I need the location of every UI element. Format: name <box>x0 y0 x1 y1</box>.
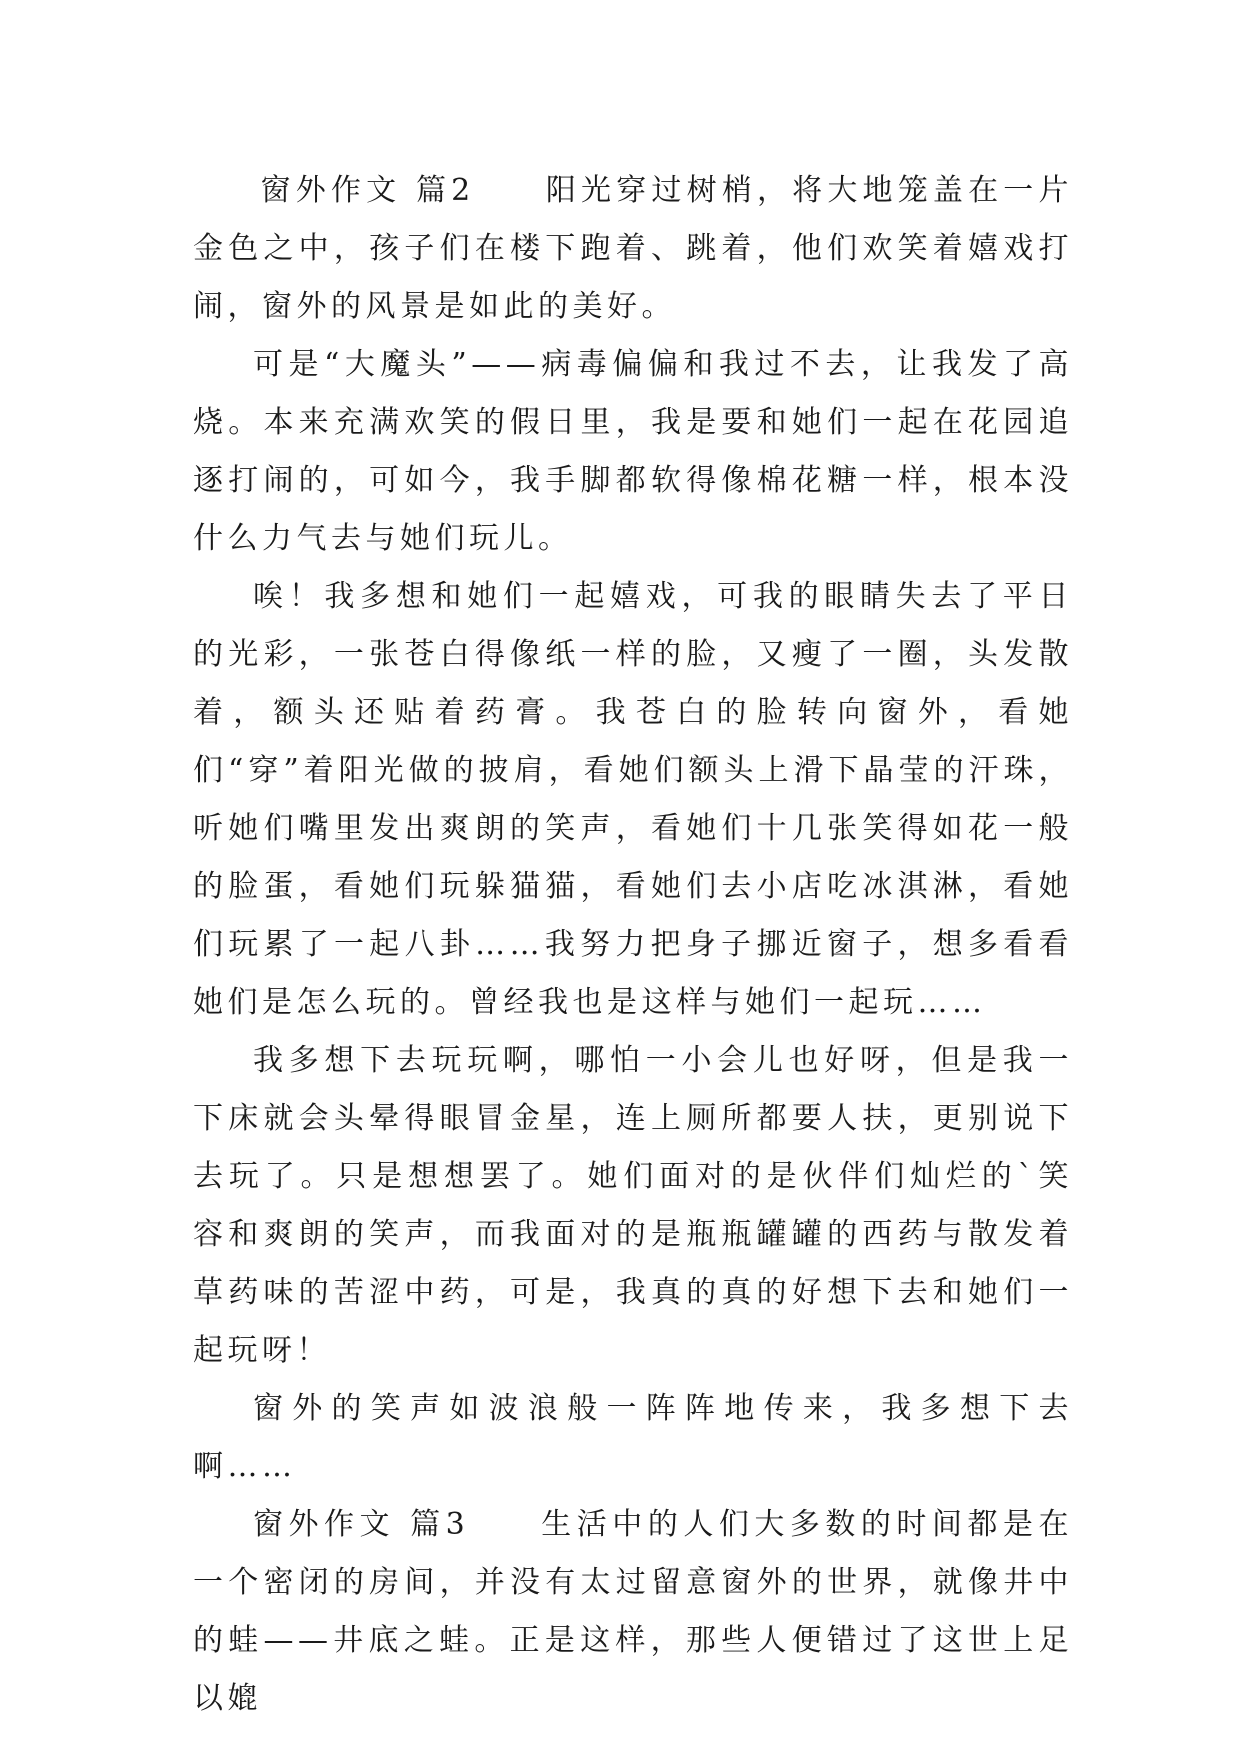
paragraph-wanting-to-play: 我多想下去玩玩啊，哪怕一小会儿也好呀，但是我一下床就会头晕得眼冒金星，连上厕所都要人扶，更别说下去玩了。只是想想罢了。她们面对的是伙伴们灿烂的`笑容和爽朗的笑声，而我面对的是瓶瓶罐罐的西药与散发着草药味的苦涩中药，可是，我真的真的好想下去和她们一起玩呀！ <box>193 1043 1073 1368</box>
paragraph-essay-2-intro: 窗外作文 篇2 阳光穿过树梢，将大地笼盖在一片金色之中，孩子们在楼下跑着、跳着，他们欢笑着嬉戏打闹，窗外的风景是如此的美好。 <box>193 173 1073 324</box>
paragraph-watching-window: 唉！我多想和她们一起嬉戏，可我的眼睛失去了平日的光彩，一张苍白得像纸一样的脸，又瘦了一圈，头发散着，额头还贴着药膏。我苍白的脸转向窗外，看她们“穿”着阳光做的披肩，看她们额头上滑下晶莹的汗珠，听她们嘴里发出爽朗的笑声，看她们十几张笑得如花一般的脸蛋，看她们玩躲猫猫，看她们去小店吃冰淇淋，看她们玩累了一起八卦……我努力把身子挪近窗子，想多看看她们是怎么玩的。曾经我也是这样与她们一起玩…… <box>193 579 1073 1020</box>
paragraph-virus-fever: 可是“大魔头”——病毒偏偏和我过不去，让我发了高烧。本来充满欢笑的假日里，我是要和她们一起在花园追逐打闹的，可如今，我手脚都软得像棉花糖一样，根本没什么力气去与她们玩儿。 <box>193 347 1073 556</box>
paragraph-laughter-waves: 窗外的笑声如波浪般一阵阵地传来，我多想下去啊…… <box>193 1391 1073 1484</box>
document-body <box>193 162 1073 1728</box>
paragraph-essay-3-intro: 窗外作文 篇3 生活中的人们大多数的时间都是在一个密闭的房间，并没有太过留意窗外的世界，就像井中的蛙——井底之蛙。正是这样，那些人便错过了这世上足以媲 <box>193 1507 1073 1716</box>
